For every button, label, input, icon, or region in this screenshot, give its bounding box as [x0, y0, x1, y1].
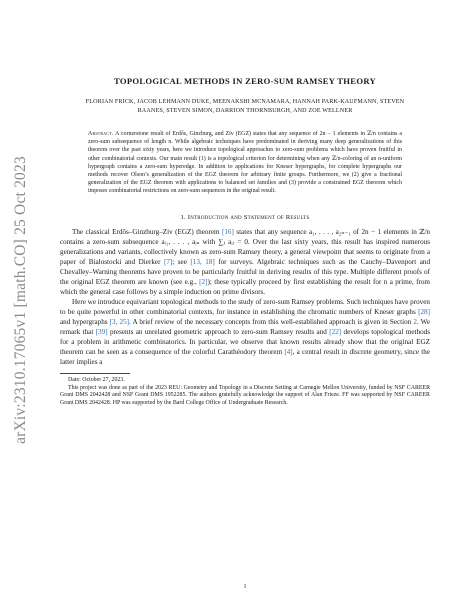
section-heading: 1. Introduction and Statement of Results — [180, 213, 310, 221]
paragraph-text: presents an unrelated geometric approach to zero-sum Ramsey results and — [107, 328, 330, 337]
paper-title: TOPOLOGICAL METHODS IN ZERO-SUM RAMSEY THEORY — [113, 76, 377, 86]
arxiv-identifier-stamp — [8, 150, 34, 450]
citation-link[interactable]: [3, 25] — [109, 318, 130, 327]
paragraph-text: states that any sequence a₁, . . . , a₂ₙ₋₁ of 2n − 1 elements in ℤ/n contains a zero-sum subsequence aᵢ₁, . . . , aᵢₙ with ∑ⱼ aᵢⱼ = 0. Over the last sixty years, this result has inspired numerous generalizations and variants, collectively known as zero-sum Ramsey theory, a general viewpoint that seems to originate from a paper of Bialostocki and Dierker — [60, 227, 430, 266]
paragraph-text: . A brief review of the necessary concepts from this well-established approach is given in Section — [129, 318, 414, 327]
paragraph-text: develops topological methods for a problem in arithmetic combinatorics. In particular, we observe that known results already show that the original EGZ theorem can be seen as a consequence of the colorful Carathéodory theorem — [60, 328, 431, 357]
page-number: 1 — [243, 584, 247, 590]
paragraph-text: Here we introduce equivariant topological methods to the study of zero-sum Ramsey problems. Such techniques have proven to be quite powerful in other combinatorial contexts, for instance in establishing the chromatic numbers of Kneser graphs — [60, 297, 430, 316]
paragraph-text: and hypergraphs — [60, 318, 110, 327]
paragraph-text: The classical Erdős–Ginzburg–Ziv (EGZ) theorem — [72, 227, 222, 236]
citation-link[interactable]: [22] — [329, 328, 342, 337]
citation-link[interactable]: [7] — [163, 257, 173, 266]
citation-link[interactable]: [4] — [284, 348, 293, 357]
abstract-label: Abstract. — [88, 131, 114, 137]
citation-link[interactable]: [2] — [199, 277, 208, 286]
citation-link[interactable]: [13, 18] — [190, 257, 215, 266]
citation-link[interactable]: [16] — [221, 227, 234, 236]
abstract — [88, 130, 402, 196]
paragraph-1 — [60, 227, 430, 297]
paragraph-text: for surveys. Algebraic techniques such as the Cauchy–Davenport and Chevalley–Warning theorems have proven to be particularly fruitful in deriving results of this type. Multiple different proofs of the original EGZ theorem are known (see e.g., — [60, 257, 431, 286]
abstract-text: A cornerstone result of Erdős, Ginzburg, and Ziv (EGZ) states that any sequence of 2n − 1 elements in ℤ/n contains a zero-sum subsequence of length n. While algebraic techniques have predominated in deriving many deep generalizations of this theorem over the past sixty years, here we introduce topological approaches to zero-sum problems which have proven fruitful in other combinatorial contexts. Our main result (1) is a topological criterion for determining when any ℤ/n-coloring of an n-uniform hypergraph contains a zero-sum hyperedge. In addition to applications for Kneser hypergraphs, for complete hypergraphs our methods recover Olson’s generalization of the EGZ theorem for arbitrary finite groups. Furthermore, we (2) give a fractional generalization of the EGZ theorem with applications to balanced set families and (3) provide a constrained EGZ theorem which imposes combinatorial restrictions on zero-sum sequences in the original result. — [88, 131, 402, 195]
paragraph-2 — [60, 297, 430, 367]
footnote-divider — [60, 373, 130, 374]
author-list: FLORIAN FRICK, JACOB LEHMANN DUKE, MEENAKSHI MCNAMARA, HANNAH PARK-KAUFMANN, STEVEN RAANES, STEVEN SIMON, DARRION THORNBURGH, AND ZOE WELLNER — [85, 99, 405, 114]
citation-link[interactable]: [28] — [418, 308, 430, 316]
section-link[interactable]: 2 — [413, 318, 417, 327]
citation-link[interactable]: [39] — [95, 328, 108, 337]
footnote-funding: This project was done as part of the 2023 REU: Geometry and Topology in a Discrete Setting at Carnegie Mellon University, funded by NSF CAREER Grant DMS 2042428 and NSF Grant DMS 1952285. The authors gratefully acknowledge the support of Alan Frieze. FF was supported by NSF CAREER Grant DMS 2042428. HP was supported by the Bard College Office of Undergraduate Research. — [60, 384, 430, 407]
paragraph-text: . We remark that — [60, 318, 431, 337]
paper-page — [60, 76, 431, 590]
paragraph-text: ; see — [172, 257, 191, 266]
arxiv-identifier-text: arXiv:2310.17065v1 [math.CO] 25 Oct 2023 — [12, 156, 29, 444]
paragraph-text: ); these typically proceed by first establishing the result for n a prime, from which the general case follows by a simple induction on prime divisors. — [60, 277, 430, 296]
paragraph-text: , a central result in discrete geometry, since the latter implies a — [60, 348, 430, 367]
body-text — [60, 227, 430, 368]
footnote-date: Date: October 27, 2023. — [68, 377, 125, 384]
